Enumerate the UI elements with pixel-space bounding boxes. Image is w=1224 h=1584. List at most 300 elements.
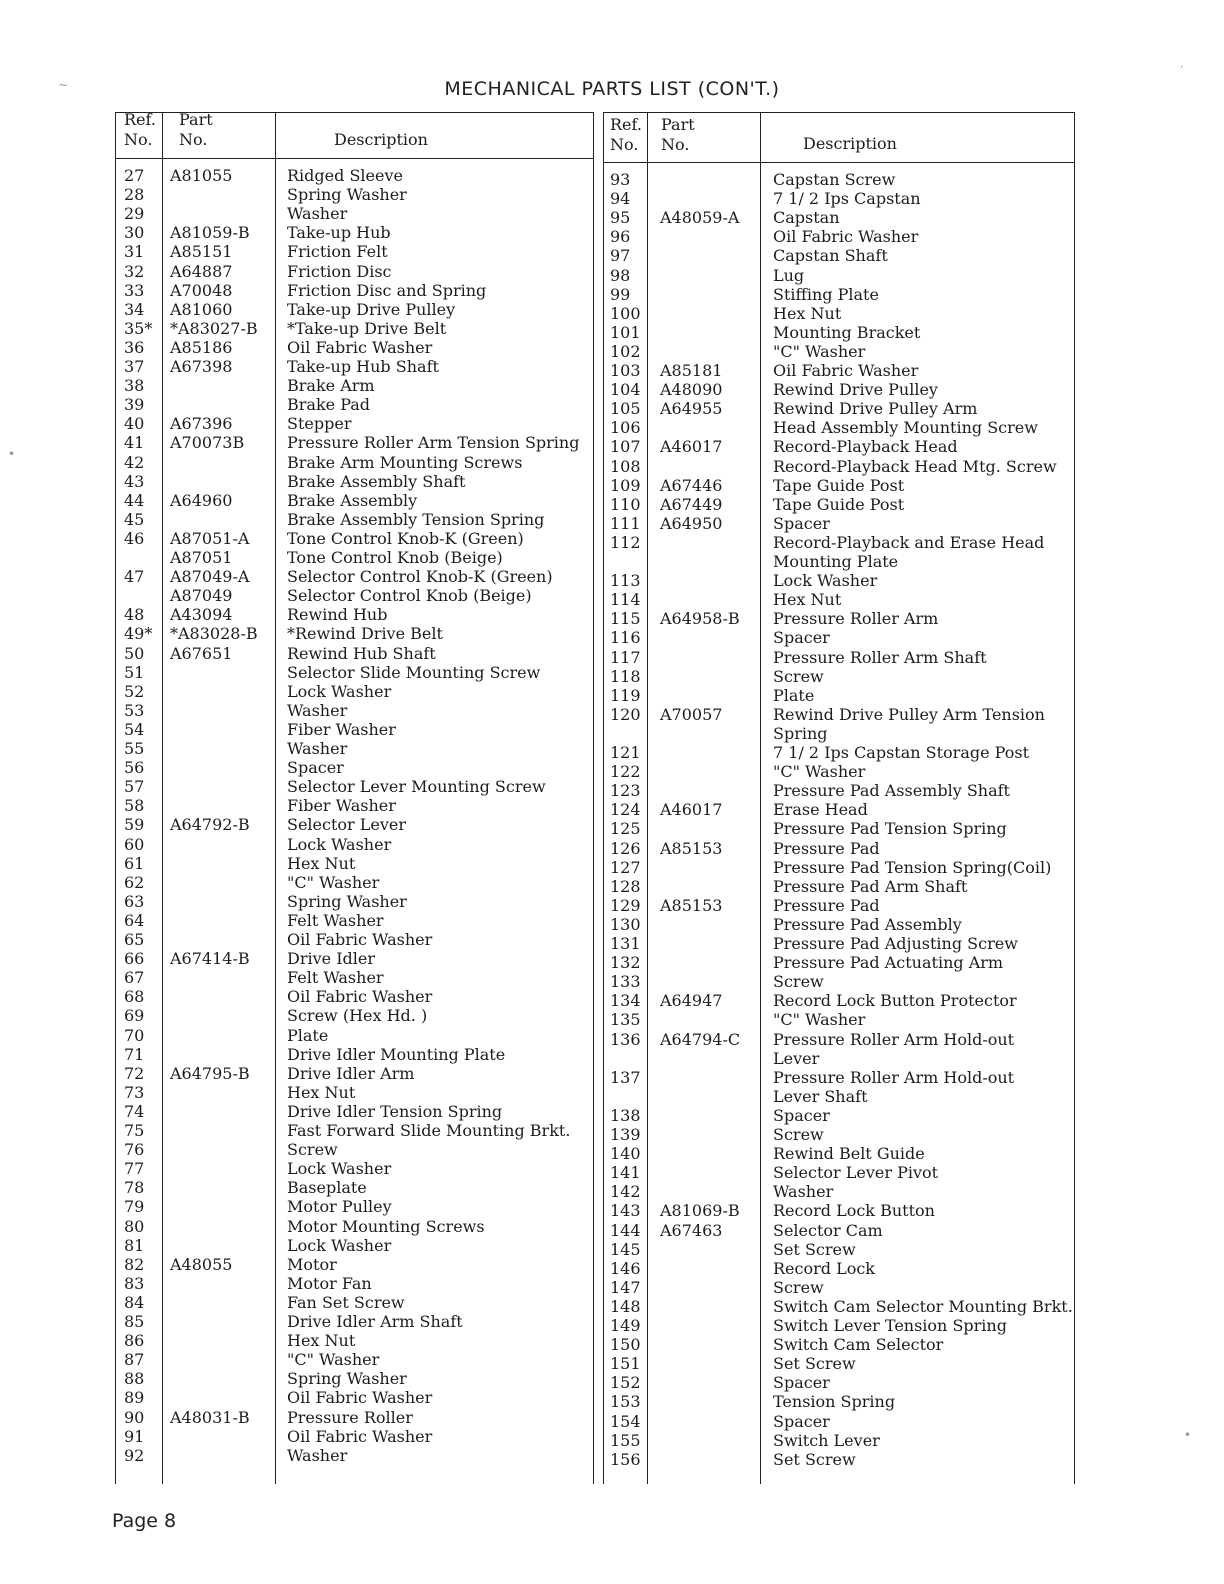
table-row [115,796,594,815]
ref-cell: 129 [610,895,641,915]
ref-cell: 76 [124,1140,145,1160]
header-part [179,110,213,150]
ref-cell: 72 [124,1063,145,1083]
ref-cell: 124 [610,800,641,820]
part-number-cell: A67651 [170,643,233,663]
description-cell: Lever Shaft [773,1086,868,1106]
left-parts-table [115,112,594,1484]
table-row [603,953,1075,972]
description-cell: Tension Spring [773,1392,896,1412]
table-row [115,1159,594,1178]
table-row [603,724,1075,743]
ref-cell: 153 [610,1392,641,1412]
ref-cell: 74 [124,1101,145,1121]
description-cell: Screw [287,1140,338,1160]
description-cell: Oil Fabric Washer [287,1426,433,1446]
table-row [603,1412,1075,1431]
table-row [603,1144,1075,1163]
description-cell: Fiber Washer [287,796,396,816]
table-row [603,896,1075,915]
description-cell: Plate [287,1025,329,1045]
table-row [603,915,1075,934]
description-cell: Switch Cam Selector [773,1335,944,1355]
description-cell: Record-Playback Head [773,437,958,457]
part-number-cell: A81059-B [170,223,250,243]
description-cell: Spacer [773,1373,830,1393]
table-row [603,590,1075,609]
table-row [603,972,1075,991]
ref-cell: 97 [610,246,631,266]
ref-cell: 87 [124,1350,145,1370]
table-row [603,628,1075,647]
description-cell: 7 1/ 2 Ips Capstan Storage Post [773,743,1030,762]
description-cell: *Rewind Drive Belt [287,624,443,644]
table-row [603,705,1075,724]
ref-cell: 36 [124,337,145,357]
table-row [603,1087,1075,1106]
ref-cell: 44 [124,490,145,510]
description-cell: Pressure Pad Assembly [773,914,962,934]
description-cell: Set Screw [773,1354,856,1374]
ref-cell: 92 [124,1445,145,1465]
table-row [115,586,594,605]
table-row [603,1201,1075,1220]
description-cell: Capstan Shaft [773,246,888,266]
header-part-no: No. [661,135,690,154]
description-cell: Lock Washer [287,681,392,701]
part-number-cell: A67414-B [170,949,250,969]
ref-cell: 40 [124,414,145,434]
part-number-cell: A64958-B [660,609,740,629]
table-row [115,529,594,548]
description-cell: Brake Arm Mounting Screws [287,452,523,472]
ref-cell: 52 [124,681,145,701]
table-row [115,1102,594,1121]
table-row [603,189,1075,208]
ref-cell: 80 [124,1216,145,1236]
table-row [603,285,1075,304]
description-cell: Brake Assembly Shaft [287,471,466,491]
description-cell: Set Screw [773,1239,856,1259]
ref-cell: 55 [124,739,145,758]
part-number-cell: A64947 [660,991,723,1011]
description-cell: Lock Washer [287,1159,392,1179]
description-cell: Mounting Plate [773,552,899,571]
description-cell: Take-up Drive Pulley [287,299,456,319]
header-part-right [661,115,695,155]
description-cell: Capstan Screw [773,170,896,189]
ref-cell: 114 [610,590,641,610]
description-cell: Motor [287,1254,337,1274]
description-cell: Oil Fabric Washer [287,1388,433,1408]
ref-cell: 45 [124,509,145,529]
table-row [115,242,594,261]
table-row [603,399,1075,418]
description-cell: Pressure Roller [287,1407,413,1427]
description-cell: Oil Fabric Washer [287,337,433,357]
table-row [603,991,1075,1010]
table-row [115,1026,594,1045]
table-row [603,552,1075,571]
description-cell: Motor Mounting Screws [287,1216,485,1236]
ref-cell: 138 [610,1105,641,1125]
table-row [603,819,1075,838]
ref-cell: 61 [124,853,145,873]
table-row [115,758,594,777]
table-row [603,266,1075,285]
header-description: Description [334,130,428,149]
part-number-cell: A64794-C [660,1029,741,1049]
ref-cell: 147 [610,1277,641,1297]
ref-cell: 146 [610,1258,641,1278]
table-row [115,319,594,338]
table-row [603,437,1075,456]
part-number-cell: A64950 [660,513,723,533]
part-number-cell: A67398 [170,357,233,376]
description-cell: Baseplate [287,1178,367,1198]
ref-cell: 86 [124,1331,145,1351]
ref-cell: 51 [124,662,145,682]
ref-cell: 125 [610,819,641,839]
part-number-cell: A87049-A [170,567,250,587]
description-cell: Rewind Drive Pulley Arm Tension [773,704,1045,724]
table-row [115,1197,594,1216]
ref-cell: 115 [610,609,641,629]
ref-cell: 98 [610,265,631,285]
ref-cell: 85 [124,1312,145,1331]
ref-cell: 123 [610,781,641,801]
table-row [115,204,594,223]
ref-cell: 133 [610,972,641,992]
table-row [115,414,594,433]
header-ref-no: No. [610,135,639,154]
ref-cell: 75 [124,1121,145,1140]
description-cell: Pressure Pad [773,838,880,858]
table-row [603,1431,1075,1450]
table-row [115,281,594,300]
description-cell: Selector Lever [287,815,407,835]
description-cell: "C" Washer [773,341,866,361]
table-row [603,648,1075,667]
table-row [603,1316,1075,1335]
table-row [115,262,594,281]
ref-cell: 120 [610,704,641,724]
table-row [603,1125,1075,1144]
ref-cell: 73 [124,1082,145,1102]
description-cell: Record Lock Button [773,1201,935,1221]
table-row [115,453,594,472]
ref-cell: 29 [124,204,145,224]
description-cell: Capstan [773,208,840,228]
ref-cell: 95 [610,208,631,228]
table-row [115,873,594,892]
part-number-cell: A67449 [660,494,723,514]
part-number-cell: A85153 [660,895,723,915]
part-number-cell: A70073B [170,433,245,453]
table-row [115,1255,594,1274]
part-number-cell: A46017 [660,437,723,457]
ref-cell: 64 [124,910,145,930]
table-row [115,491,594,510]
table-row [603,533,1075,552]
table-row [603,1392,1075,1411]
description-cell: Oil Fabric Washer [287,930,433,949]
part-number-cell: A81069-B [660,1201,740,1221]
table-row [603,1335,1075,1354]
description-cell: Pressure Pad Tension Spring [773,819,1007,839]
table-row [603,934,1075,953]
ref-cell: 41 [124,433,145,453]
ref-cell: 141 [610,1163,641,1183]
ref-cell: 108 [610,456,641,476]
table-row [603,246,1075,265]
description-cell: Spring Washer [287,1369,407,1389]
ref-cell: 132 [610,953,641,973]
header-ref-no: No. [124,130,153,149]
description-cell: Fan Set Screw [287,1292,405,1312]
table-row [603,457,1075,476]
table-row [115,1006,594,1025]
description-cell: Brake Pad [287,395,371,415]
ref-cell: 93 [610,170,631,189]
ref-cell: 152 [610,1373,641,1393]
description-cell: Oil Fabric Washer [773,361,919,380]
table-row [115,1083,594,1102]
header-description-right: Description [803,134,897,153]
ref-cell: 99 [610,284,631,304]
right-parts-table [603,112,1075,1484]
part-number-cell: A48055 [170,1254,233,1274]
description-cell: Stiffing Plate [773,284,879,304]
ref-cell: 58 [124,796,145,816]
table-row [115,338,594,357]
ref-cell: 104 [610,380,641,400]
part-number-cell: A67396 [170,414,233,434]
ref-cell: 144 [610,1220,641,1240]
part-number-cell: A85153 [660,838,723,858]
table-row [603,800,1075,819]
table-row [115,567,594,586]
ref-cell: 81 [124,1235,145,1255]
description-cell: Rewind Belt Guide [773,1144,925,1164]
description-cell: "C" Washer [773,762,866,782]
description-cell: *Take-up Drive Belt [287,318,447,338]
description-cell: Stepper [287,414,352,434]
table-row [115,911,594,930]
ref-cell: 43 [124,471,145,491]
table-row [115,1369,594,1388]
header-ref-label: Ref. [124,110,156,129]
description-cell: Lock Washer [287,834,392,854]
description-cell: 7 1/ 2 Ips Capstan [773,189,921,209]
part-number-cell: A48090 [660,380,723,400]
description-cell: Hex Nut [287,1082,356,1102]
description-cell: "C" Washer [773,1010,866,1030]
table-row [115,815,594,834]
description-cell: Washer [773,1182,834,1202]
part-number-cell: A85181 [660,361,723,380]
table-row [115,605,594,624]
table-row [603,170,1075,189]
description-cell: Friction Disc [287,261,392,281]
ref-cell: 56 [124,758,145,778]
description-cell: Oil Fabric Washer [773,227,919,247]
ref-cell: 96 [610,227,631,247]
ref-cell: 105 [610,399,641,419]
table-row [603,1240,1075,1259]
table-row [115,376,594,395]
ref-cell: 126 [610,838,641,858]
ref-cell: 70 [124,1025,145,1045]
table-row [603,208,1075,227]
table-row [115,1121,594,1140]
table-row [115,987,594,1006]
ref-cell: 63 [124,891,145,911]
ref-cell: 37 [124,357,145,376]
table-row [115,1446,594,1465]
table-row [603,1106,1075,1125]
ref-cell: 71 [124,1044,145,1064]
table-row [115,1274,594,1293]
description-cell: Screw [773,1125,824,1144]
description-cell: Selector Slide Mounting Screw [287,662,541,682]
table-row [603,304,1075,323]
part-number-cell: A81060 [170,299,233,319]
description-cell: Spacer [773,1105,830,1125]
table-row [603,781,1075,800]
ref-cell: 59 [124,815,145,835]
table-row [115,472,594,491]
table-row [603,743,1075,762]
ref-cell: 69 [124,1006,145,1026]
description-cell: Hex Nut [287,853,356,873]
table-row [115,1350,594,1369]
table-row [603,839,1075,858]
description-cell: "C" Washer [287,872,380,892]
description-cell: Lock Washer [287,1235,392,1255]
description-cell: Screw [773,972,824,992]
description-cell: Switch Lever [773,1430,880,1450]
description-cell: Selector Lever Pivot [773,1163,939,1183]
description-cell: Erase Head [773,800,868,820]
table-row [115,968,594,987]
ref-cell: 48 [124,605,145,625]
description-cell: Set Screw [773,1449,856,1469]
table-row [115,949,594,968]
description-cell: Fast Forward Slide Mounting Brkt. [287,1121,571,1140]
ref-cell: 135 [610,1010,641,1030]
table-row [603,495,1075,514]
ref-cell: 117 [610,647,641,667]
table-row [115,777,594,796]
description-cell: Pressure Pad Actuating Arm [773,953,1004,973]
table-row [115,720,594,739]
description-cell: Pressure Pad Arm Shaft [773,876,968,896]
ref-cell: 131 [610,934,641,953]
ref-cell: 112 [610,532,641,552]
description-cell: Pressure Pad Assembly Shaft [773,781,1010,801]
table-row [603,858,1075,877]
ref-cell: 118 [610,666,641,686]
part-number-cell: A64795-B [170,1063,250,1083]
ref-cell: 155 [610,1430,641,1450]
description-cell: Brake Assembly Tension Spring [287,509,545,529]
ref-cell: 57 [124,777,145,797]
table-row [603,762,1075,781]
part-number-cell: A64955 [660,399,723,419]
ref-cell: 116 [610,628,641,648]
ref-cell: 130 [610,914,641,934]
part-number-cell: A64887 [170,261,233,281]
table-row [115,433,594,452]
description-cell: Friction Disc and Spring [287,280,487,300]
table-row [115,548,594,567]
header-ref [124,110,156,150]
description-cell: Selector Lever Mounting Screw [287,777,546,797]
ref-cell: 27 [124,166,145,185]
description-cell: Drive Idler Tension Spring [287,1101,503,1121]
description-cell: Felt Washer [287,910,384,930]
scan-mark: • [1184,1428,1192,1442]
description-cell: Screw (Hex Hd. ) [287,1006,428,1026]
table-row [603,323,1075,342]
table-row [115,930,594,949]
ref-cell: 46 [124,528,145,548]
ref-cell: 106 [610,418,641,438]
table-row [603,227,1075,246]
ref-cell: 39 [124,395,145,415]
table-row [115,739,594,758]
scan-mark: ~ [58,78,69,92]
table-row [603,1049,1075,1068]
header-ref-right [610,115,642,155]
description-cell: Washer [287,700,348,720]
page-number: Page 8 [112,1510,177,1532]
description-cell: Plate [773,685,815,705]
description-cell: Switch Cam Selector Mounting Brkt. [773,1296,1073,1316]
ref-cell: 121 [610,743,641,762]
table-row [115,1178,594,1197]
description-cell: Lock Washer [773,571,878,591]
description-cell: Spacer [773,513,830,533]
description-cell: Hex Nut [287,1331,356,1351]
part-number-cell: A46017 [660,800,723,820]
description-cell: Washer [287,204,348,224]
description-cell: Rewind Hub [287,605,388,625]
description-cell: Spacer [773,628,830,648]
table-row [115,1388,594,1407]
ref-cell: 139 [610,1125,641,1144]
scan-mark: · [1180,60,1184,74]
description-cell: Washer [287,1445,348,1465]
table-row [115,854,594,873]
table-row [115,185,594,204]
table-row [603,1450,1075,1469]
header-ref-label: Ref. [610,115,642,134]
description-cell: Brake Assembly [287,490,418,510]
table-row [603,514,1075,533]
part-number-cell: A70057 [660,704,723,724]
table-row [603,418,1075,437]
ref-cell: 42 [124,452,145,472]
ref-cell: 30 [124,223,145,243]
part-number-cell: A48059-A [660,208,740,228]
part-number-cell: A87049 [170,586,233,606]
ref-cell: 109 [610,475,641,495]
ref-cell: 154 [610,1411,641,1431]
ref-cell: 78 [124,1178,145,1198]
ref-cell: 128 [610,876,641,896]
